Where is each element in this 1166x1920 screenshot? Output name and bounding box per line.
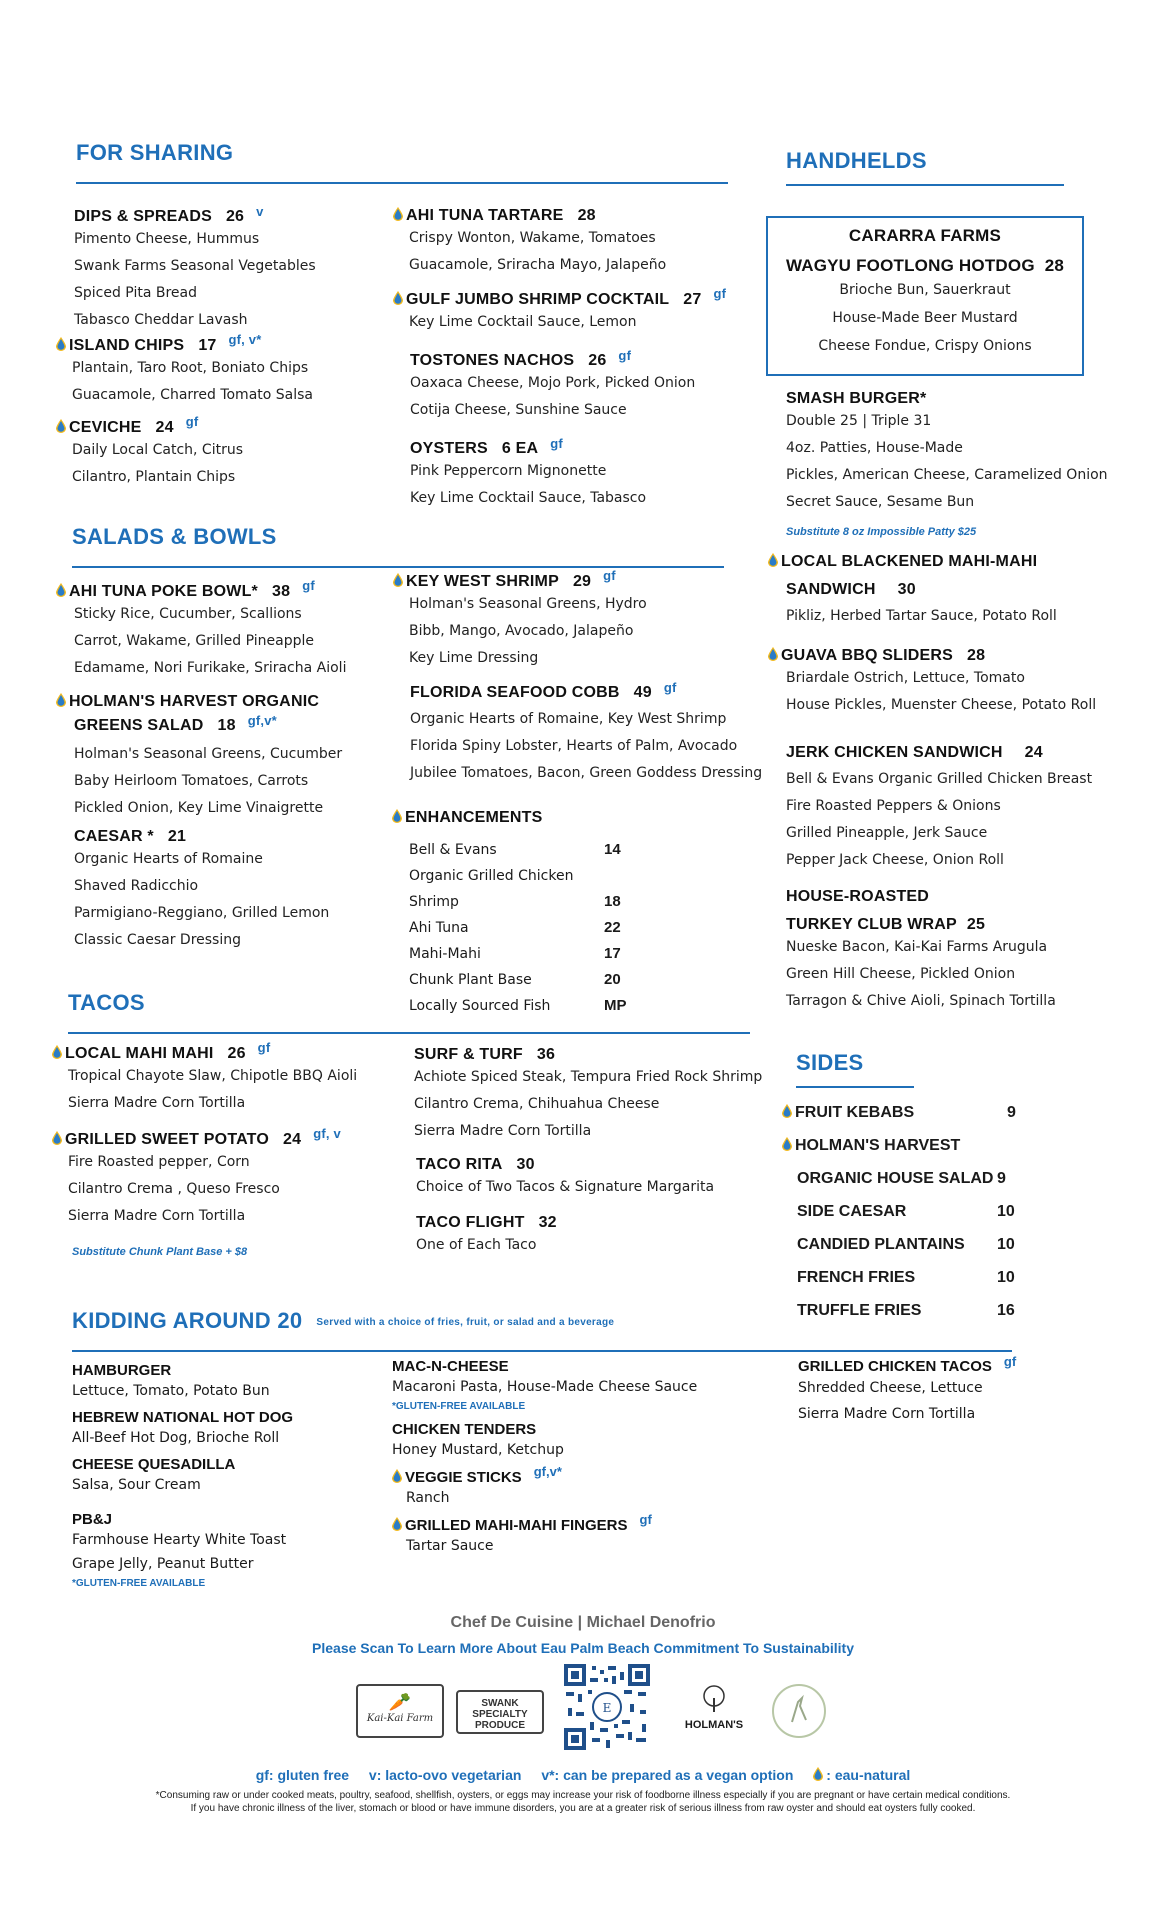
section-title-tacos: TACOS bbox=[68, 990, 145, 1015]
item-description: Key Lime Cocktail Sauce, Lemon bbox=[409, 314, 637, 330]
enhancement-name: Shrimp bbox=[409, 894, 459, 910]
item-tags: gf,v* bbox=[533, 1464, 562, 1479]
logo-text: SWANK SPECIALTY PRODUCE bbox=[472, 1698, 528, 1731]
item-description: Baby Heirloom Tomatoes, Carrots bbox=[74, 773, 309, 789]
enhancement-row bbox=[409, 941, 627, 967]
item-price: 27 bbox=[683, 291, 702, 308]
eau-natural-icon bbox=[56, 693, 66, 707]
section-title-handhelds: HANDHELDS bbox=[786, 148, 927, 173]
holmans-logo bbox=[672, 1684, 756, 1736]
item-price: 28 bbox=[967, 647, 986, 664]
item-name: AHI TUNA TARTARE bbox=[406, 207, 564, 224]
item-description: Daily Local Catch, Citrus bbox=[72, 442, 244, 458]
item-name: CHICKEN TENDERS bbox=[392, 1421, 537, 1438]
item-name: GUAVA BBQ SLIDERS bbox=[781, 647, 954, 664]
logo-text: Kai-Kai Farm bbox=[366, 1713, 434, 1724]
item-description: Fire Roasted Peppers & Onions bbox=[786, 798, 1001, 814]
menu-item-turkey-wrap bbox=[786, 888, 1056, 1015]
kai-kai-farm-logo: 🥕 Kai-Kai Farm bbox=[356, 1684, 444, 1738]
qr-code[interactable] bbox=[564, 1664, 650, 1750]
kids-column-1 bbox=[72, 1362, 293, 1598]
item-tags: gf bbox=[550, 436, 563, 451]
section-title-salads: SALADS & BOWLS bbox=[72, 524, 277, 549]
legend-gf: gf: gluten free bbox=[255, 1767, 350, 1783]
logo-text: HOLMAN'S bbox=[684, 1719, 744, 1731]
item-description: Cilantro Crema , Queso Fresco bbox=[68, 1181, 280, 1197]
item-description: Shredded Cheese, Lettuce bbox=[798, 1380, 983, 1396]
menu-item-caesar bbox=[74, 828, 329, 954]
item-description: Cotija Cheese, Sunshine Sauce bbox=[410, 402, 627, 418]
item-description: Tarragon & Chive Aioli, Spinach Tortilla bbox=[786, 993, 1056, 1009]
item-description: Grape Jelly, Peanut Butter bbox=[72, 1556, 254, 1572]
item-name: GRILLED MAHI-MAHI FINGERS bbox=[405, 1517, 628, 1534]
side-name: HOLMAN'S HARVEST bbox=[795, 1137, 961, 1154]
eau-natural-icon bbox=[52, 1045, 62, 1059]
item-name: LOCAL BLACKENED MAHI-MAHI bbox=[781, 553, 1038, 570]
menu-item-jerk-chicken bbox=[786, 744, 1092, 874]
eau-natural-icon bbox=[813, 1767, 823, 1781]
item-name: GREENS SALAD bbox=[74, 717, 204, 734]
item-description: Pickles, American Cheese, Caramelized Onion bbox=[786, 467, 1108, 483]
item-tags: gf bbox=[618, 348, 632, 363]
item-price: 30 bbox=[897, 581, 916, 598]
side-name: FRENCH FRIES bbox=[797, 1269, 916, 1286]
item-tags: gf bbox=[302, 578, 315, 593]
side-name: TRUFFLE FRIES bbox=[797, 1302, 922, 1319]
sides-list bbox=[782, 1096, 1016, 1327]
eau-natural-icon bbox=[393, 207, 403, 221]
disclaimer: If you have chronic illness of the liver, stomach or blood or have immune disorders, you are at a greater risk of serious illness from raw oyster and should eat oysters fully cooked. bbox=[190, 1803, 976, 1814]
item-description: Cilantro, Plantain Chips bbox=[72, 469, 236, 485]
kids-item bbox=[72, 1409, 293, 1450]
eau-natural-icon bbox=[768, 647, 778, 661]
eau-natural-icon bbox=[56, 583, 66, 597]
menu-item-guava-sliders bbox=[768, 646, 1096, 719]
item-tags: gf bbox=[603, 568, 616, 583]
menu-item bbox=[393, 206, 666, 279]
item-name: SURF & TURF bbox=[414, 1046, 523, 1063]
kids-title: KIDDING AROUND 20 bbox=[72, 1308, 303, 1333]
item-description: Oaxaca Cheese, Mojo Pork, Picked Onion bbox=[410, 375, 696, 391]
item-description: Brioche Bun, Sauerkraut bbox=[839, 282, 1011, 298]
side-price: 16 bbox=[997, 1302, 1015, 1319]
side-item bbox=[782, 1195, 1016, 1228]
section-title-kids bbox=[72, 1308, 614, 1334]
side-price: 10 bbox=[997, 1236, 1015, 1253]
item-name: OYSTERS bbox=[410, 440, 488, 457]
side-price: 10 bbox=[997, 1269, 1015, 1286]
menu-item bbox=[74, 204, 316, 334]
item-description: Green Hill Cheese, Pickled Onion bbox=[786, 966, 1016, 982]
item-price: 26 bbox=[225, 208, 245, 225]
item-description: Shaved Radicchio bbox=[74, 878, 199, 894]
side-price: 9 bbox=[1007, 1104, 1016, 1121]
menu-item bbox=[56, 332, 314, 409]
item-tags: gf bbox=[1003, 1354, 1017, 1369]
legend-v: v: lacto-ovo vegetarian bbox=[368, 1767, 522, 1783]
item-description: Salsa, Sour Cream bbox=[72, 1477, 201, 1493]
sustainability-scan-text: Please Scan To Learn More About Eau Palm Beach Commitment To Sustainability bbox=[312, 1640, 854, 1656]
enhancement-row bbox=[409, 967, 627, 993]
enhancement-row bbox=[409, 993, 627, 1019]
eau-natural-icon bbox=[768, 553, 778, 567]
enhancements bbox=[392, 808, 627, 1019]
enhancement-name: Locally Sourced Fish bbox=[409, 998, 551, 1014]
item-name: HOUSE-ROASTED bbox=[786, 888, 930, 905]
swank-logo bbox=[456, 1690, 544, 1734]
item-description: Cilantro Crema, Chihuahua Cheese bbox=[414, 1096, 660, 1112]
kids-item bbox=[392, 1421, 697, 1462]
item-tags: gf bbox=[639, 1512, 652, 1527]
item-description: Tropical Chayote Slaw, Chipotle BBQ Aioli bbox=[68, 1068, 358, 1084]
divider bbox=[786, 184, 1064, 186]
item-name: LOCAL MAHI MAHI bbox=[65, 1045, 214, 1062]
item-name: CEVICHE bbox=[69, 419, 142, 436]
item-description: All-Beef Hot Dog, Brioche Roll bbox=[72, 1430, 280, 1446]
item-price: 17 bbox=[198, 337, 217, 354]
section-title-sides: SIDES bbox=[796, 1050, 864, 1075]
divider bbox=[72, 1350, 1012, 1352]
item-description: Pickled Onion, Key Lime Vinaigrette bbox=[74, 800, 324, 816]
item-description: House Pickles, Muenster Cheese, Potato Roll bbox=[786, 697, 1097, 713]
side-name: ORGANIC HOUSE SALAD bbox=[797, 1170, 994, 1187]
item-name: AHI TUNA POKE BOWL* bbox=[69, 583, 258, 600]
item-description: Carrot, Wakame, Grilled Pineapple bbox=[74, 633, 314, 649]
featured-farm: CARARRA FARMS bbox=[848, 226, 1002, 245]
item-description: Guacamole, Sriracha Mayo, Jalapeño bbox=[409, 257, 667, 273]
enhancement-name: Bell & Evans bbox=[409, 842, 497, 858]
item-name: WAGYU FOOTLONG HOTDOG bbox=[785, 256, 1035, 275]
item-name: JERK CHICKEN SANDWICH bbox=[786, 744, 1003, 761]
item-name: PB&J bbox=[72, 1511, 113, 1528]
item-name: SMASH BURGER* bbox=[786, 390, 927, 407]
enhancement-price: 18 bbox=[604, 893, 621, 910]
side-item bbox=[782, 1129, 1016, 1162]
item-description: Fire Roasted pepper, Corn bbox=[68, 1154, 250, 1170]
menu-item-sweet-potato-taco bbox=[52, 1126, 341, 1230]
eau-natural-icon bbox=[393, 291, 403, 305]
item-description: Edamame, Nori Furikake, Sriracha Aioli bbox=[74, 660, 347, 676]
legend-eau-natural: : eau-natural bbox=[826, 1767, 911, 1783]
item-description: Tabasco Cheddar Lavash bbox=[74, 312, 248, 328]
chef-credit: Chef De Cuisine | Michael Denofrio bbox=[450, 1614, 716, 1631]
item-description: Achiote Spiced Steak, Tempura Fried Rock Shrimp bbox=[414, 1069, 763, 1085]
side-name: CANDIED PLANTAINS bbox=[797, 1236, 965, 1253]
item-name: DIPS & SPREADS bbox=[74, 208, 212, 225]
item-description: Bell & Evans Organic Grilled Chicken Breast bbox=[786, 771, 1093, 787]
item-name: CAESAR * bbox=[74, 828, 154, 845]
side-name: FRUIT KEBABS bbox=[795, 1104, 915, 1121]
item-tags: gf,v* bbox=[247, 713, 277, 728]
item-name: GRILLED SWEET POTATO bbox=[65, 1131, 269, 1148]
item-price: 38 bbox=[271, 583, 291, 600]
item-tags: gf bbox=[257, 1040, 271, 1055]
menu-item-holmans-greens bbox=[56, 692, 342, 822]
item-description: Pikliz, Herbed Tartar Sauce, Potato Roll bbox=[786, 608, 1057, 624]
item-name: TOSTONES NACHOS bbox=[410, 352, 575, 369]
item-description: Key Lime Cocktail Sauce, Tabasco bbox=[410, 490, 647, 506]
side-item bbox=[782, 1228, 1016, 1261]
section-title-sharing: FOR SHARING bbox=[76, 140, 234, 165]
menu-item-key-west-shrimp bbox=[393, 568, 647, 672]
item-description: Guacamole, Charred Tomato Salsa bbox=[72, 387, 314, 403]
item-description: Holman's Seasonal Greens, Hydro bbox=[409, 596, 647, 612]
eau-natural-icon bbox=[392, 1469, 402, 1483]
menu-item-surf-turf bbox=[414, 1046, 762, 1145]
item-description: Florida Spiny Lobster, Hearts of Palm, Avocado bbox=[410, 738, 738, 754]
item-description: House-Made Beer Mustard bbox=[832, 310, 1018, 326]
side-name: SIDE CAESAR bbox=[797, 1203, 907, 1220]
enhancement-price: MP bbox=[604, 997, 627, 1014]
item-price: 28 bbox=[1044, 256, 1065, 275]
menu-item-seafood-cobb bbox=[410, 680, 763, 787]
divider bbox=[76, 182, 728, 184]
kids-item bbox=[72, 1362, 293, 1403]
item-description: 4oz. Patties, House-Made bbox=[786, 440, 963, 456]
enhancements-title: ENHANCEMENTS bbox=[405, 809, 543, 826]
item-description: Organic Hearts of Romaine bbox=[74, 851, 263, 867]
item-price: 18 bbox=[217, 717, 236, 734]
menu-item-grilled-chicken-tacos bbox=[798, 1354, 1017, 1427]
item-name: FLORIDA SEAFOOD COBB bbox=[410, 684, 620, 701]
heron-emblem bbox=[772, 1684, 826, 1738]
item-description: Sierra Madre Corn Tortilla bbox=[68, 1208, 246, 1224]
item-description: Double 25 | Triple 31 bbox=[786, 413, 932, 429]
menu-item-taco-rita bbox=[416, 1156, 714, 1201]
enhancement-row bbox=[409, 837, 627, 863]
item-tags: gf bbox=[713, 286, 727, 301]
divider bbox=[68, 1032, 750, 1034]
item-name: HOLMAN'S HARVEST ORGANIC bbox=[69, 693, 320, 710]
eau-natural-icon bbox=[782, 1130, 792, 1144]
eau-natural-icon bbox=[392, 809, 402, 823]
substitute-note: Substitute Chunk Plant Base + $8 bbox=[72, 1246, 248, 1258]
svg-text:E: E bbox=[602, 1701, 612, 1715]
item-description: Organic Hearts of Romaine, Key West Shrimp bbox=[410, 711, 727, 727]
item-name: ISLAND CHIPS bbox=[69, 337, 185, 354]
enhancements-list bbox=[392, 837, 627, 1019]
item-description: Holman's Seasonal Greens, Cucumber bbox=[74, 746, 343, 762]
enhancement-row bbox=[409, 889, 627, 915]
item-tags: gf bbox=[185, 414, 199, 429]
impossible-note: Substitute 8 oz Impossible Patty $25 bbox=[786, 526, 977, 538]
item-name: TACO FLIGHT bbox=[416, 1214, 525, 1231]
item-tags: v bbox=[256, 204, 264, 219]
gluten-free-note: *GLUTEN-FREE AVAILABLE bbox=[72, 1578, 206, 1589]
divider bbox=[72, 566, 724, 568]
item-name: TACO RITA bbox=[416, 1156, 503, 1173]
item-description: Jubilee Tomatoes, Bacon, Green Goddess Dressing bbox=[410, 765, 763, 781]
enhancement-name: Chunk Plant Base bbox=[409, 972, 532, 988]
item-name: GULF JUMBO SHRIMP COCKTAIL bbox=[406, 291, 670, 308]
menu-item-taco-flight bbox=[416, 1214, 557, 1259]
item-description: Swank Farms Seasonal Vegetables bbox=[74, 258, 316, 274]
item-description: Cheese Fondue, Crispy Onions bbox=[818, 338, 1032, 354]
item-description: Classic Caesar Dressing bbox=[74, 932, 241, 948]
item-tags: gf, v bbox=[313, 1126, 341, 1141]
item-description: Plantain, Taro Root, Boniato Chips bbox=[72, 360, 309, 376]
eau-natural-icon bbox=[56, 337, 66, 351]
item-name: HEBREW NATIONAL HOT DOG bbox=[72, 1409, 294, 1426]
enhancement-name: Mahi-Mahi bbox=[409, 946, 481, 962]
item-description: Tartar Sauce bbox=[406, 1538, 494, 1554]
item-name: TURKEY CLUB WRAP bbox=[786, 916, 957, 933]
item-description: Secret Sauce, Sesame Bun bbox=[786, 494, 975, 510]
eau-natural-icon bbox=[392, 1517, 402, 1531]
menu-item-mahi-taco bbox=[52, 1040, 358, 1117]
item-description: Honey Mustard, Ketchup bbox=[392, 1442, 564, 1458]
side-item bbox=[782, 1294, 1016, 1327]
eau-natural-icon bbox=[52, 1131, 62, 1145]
item-name: KEY WEST SHRIMP bbox=[406, 573, 559, 590]
item-price: 6 EA bbox=[501, 440, 539, 457]
item-description: Sierra Madre Corn Tortilla bbox=[798, 1406, 976, 1422]
enhancement-price: 22 bbox=[604, 919, 621, 936]
side-item bbox=[782, 1096, 1016, 1129]
item-description: Lettuce, Tomato, Potato Bun bbox=[72, 1383, 270, 1399]
eau-natural-icon bbox=[393, 573, 403, 587]
enhancement-name: Organic Grilled Chicken bbox=[409, 868, 574, 884]
item-price: 25 bbox=[966, 916, 986, 933]
item-description: Briardale Ostrich, Lettuce, Tomato bbox=[786, 670, 1025, 686]
item-price: 28 bbox=[577, 207, 596, 224]
menu-item-smash-burger bbox=[786, 390, 1108, 516]
featured-hotdog-box bbox=[766, 216, 1084, 376]
legend bbox=[0, 1766, 1166, 1783]
item-description: Pimento Cheese, Hummus bbox=[74, 231, 260, 247]
item-description: Pink Peppercorn Mignonette bbox=[410, 463, 607, 479]
eau-natural-icon bbox=[56, 419, 66, 433]
item-tags: gf, v* bbox=[228, 332, 262, 347]
item-description: One of Each Taco bbox=[416, 1237, 537, 1253]
item-price: 24 bbox=[1024, 744, 1043, 761]
item-description: Sticky Rice, Cucumber, Scallions bbox=[74, 606, 302, 622]
item-description: Key Lime Dressing bbox=[409, 650, 539, 666]
item-description: Farmhouse Hearty White Toast bbox=[72, 1532, 287, 1548]
menu-item-poke-bowl bbox=[56, 578, 347, 682]
item-name: MAC-N-CHEESE bbox=[392, 1358, 509, 1375]
menu-item bbox=[410, 348, 696, 424]
eau-natural-icon bbox=[782, 1097, 792, 1111]
gluten-free-note: *GLUTEN-FREE AVAILABLE bbox=[392, 1401, 526, 1412]
enhancement-row bbox=[409, 863, 627, 889]
item-price: 29 bbox=[572, 573, 592, 590]
side-price: 10 bbox=[997, 1203, 1015, 1220]
item-description: Ranch bbox=[406, 1490, 450, 1506]
kids-column-2 bbox=[392, 1358, 697, 1564]
item-description: Sierra Madre Corn Tortilla bbox=[414, 1123, 592, 1139]
item-name: VEGGIE STICKS bbox=[405, 1469, 522, 1486]
enhancement-price: 20 bbox=[604, 971, 621, 988]
menu-item-mahi-sandwich bbox=[768, 552, 1057, 630]
enhancement-name: Ahi Tuna bbox=[409, 920, 469, 936]
item-price: 30 bbox=[516, 1156, 535, 1173]
item-price: 49 bbox=[633, 684, 652, 701]
legend-vegan: v*: can be prepared as a vegan option bbox=[541, 1767, 794, 1783]
item-name: GRILLED CHICKEN TACOS bbox=[798, 1358, 992, 1375]
item-price: 24 bbox=[155, 419, 174, 436]
kids-subtitle: Served with a choice of fries, fruit, or salad and a beverage bbox=[316, 1316, 615, 1328]
item-price: 24 bbox=[283, 1131, 302, 1148]
menu-item bbox=[410, 436, 647, 512]
item-description: Sierra Madre Corn Tortilla bbox=[68, 1095, 246, 1111]
item-tags: gf bbox=[663, 680, 677, 695]
divider bbox=[796, 1086, 914, 1088]
item-description: Macaroni Pasta, House-Made Cheese Sauce bbox=[392, 1379, 698, 1395]
item-description: Nueske Bacon, Kai-Kai Farms Arugula bbox=[786, 939, 1048, 955]
item-description: Grilled Pineapple, Jerk Sauce bbox=[786, 825, 988, 841]
side-item bbox=[782, 1261, 1016, 1294]
enhancement-price: 17 bbox=[604, 945, 621, 962]
item-description: Bibb, Mango, Avocado, Jalapeño bbox=[409, 623, 634, 639]
item-description: Crispy Wonton, Wakame, Tomatoes bbox=[409, 230, 656, 246]
item-price: 21 bbox=[167, 828, 187, 845]
item-name: SANDWICH bbox=[786, 581, 876, 598]
item-name: CHEESE QUESADILLA bbox=[72, 1456, 236, 1473]
item-description: Parmigiano-Reggiano, Grilled Lemon bbox=[74, 905, 330, 921]
menu-item bbox=[393, 286, 727, 336]
item-price: 32 bbox=[538, 1214, 557, 1231]
enhancement-row bbox=[409, 915, 627, 941]
item-price: 36 bbox=[536, 1046, 556, 1063]
kids-item bbox=[392, 1358, 697, 1415]
item-name: HAMBURGER bbox=[72, 1362, 172, 1379]
disclaimer: *Consuming raw or under cooked meats, poultry, seafood, shellfish, oysters, or eggs may increase your risk of foodborne illness especially if you are pregnant or have certain medical conditions. bbox=[155, 1790, 1011, 1801]
enhancement-price: 14 bbox=[604, 841, 621, 858]
kids-item bbox=[392, 1512, 697, 1558]
item-description: Choice of Two Tacos & Signature Margarita bbox=[416, 1179, 715, 1195]
menu-item bbox=[56, 414, 244, 491]
item-description: Spiced Pita Bread bbox=[74, 285, 197, 301]
item-price: 26 bbox=[227, 1045, 246, 1062]
kids-item bbox=[72, 1511, 293, 1592]
kids-item bbox=[392, 1464, 697, 1510]
item-description: Pepper Jack Cheese, Onion Roll bbox=[786, 852, 1004, 868]
item-price: 26 bbox=[588, 352, 607, 369]
kids-item bbox=[72, 1456, 293, 1497]
side-item bbox=[782, 1162, 1016, 1195]
side-price: 9 bbox=[997, 1170, 1006, 1187]
